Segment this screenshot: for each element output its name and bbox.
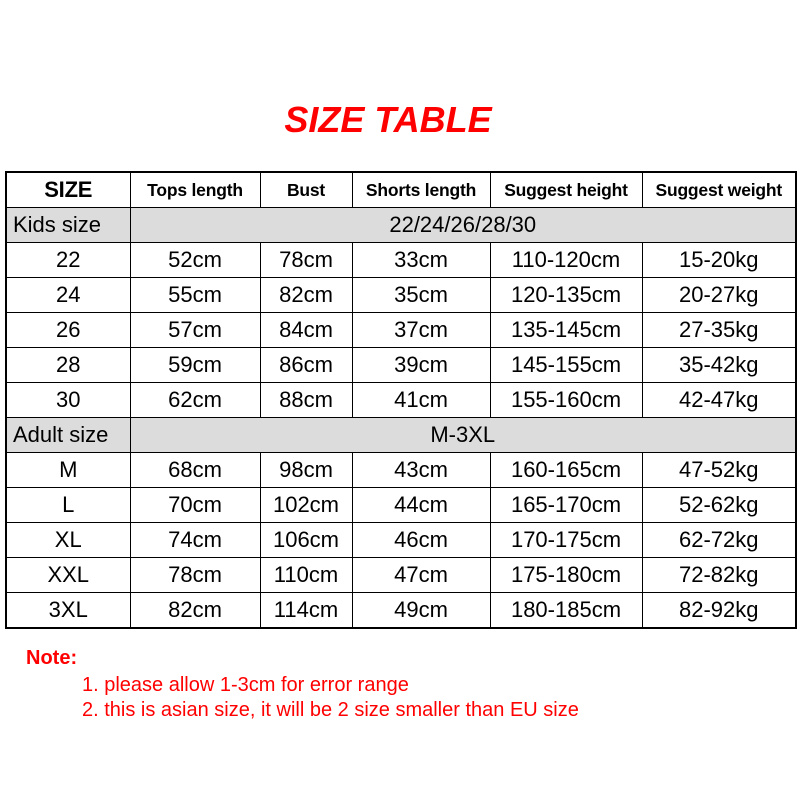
size-table (5, 171, 797, 629)
cell-bust: 82cm (260, 278, 352, 313)
header-size: SIZE (6, 172, 130, 208)
note-line: 1. please allow 1-3cm for error range (82, 674, 409, 696)
cell-tops-length: 74cm (130, 523, 260, 558)
adult-section-row (6, 418, 796, 453)
cell-tops-length: 55cm (130, 278, 260, 313)
cell-suggest-height: 165-170cm (490, 488, 642, 523)
cell-suggest-weight: 35-42kg (642, 348, 796, 383)
cell-shorts-length: 39cm (352, 348, 490, 383)
cell-shorts-length: 46cm (352, 523, 490, 558)
cell-suggest-weight: 82-92kg (642, 593, 796, 629)
kids-section-row (6, 208, 796, 243)
cell-shorts-length: 41cm (352, 383, 490, 418)
table-row (6, 383, 796, 418)
cell-size: L (6, 488, 130, 523)
table-row (6, 453, 796, 488)
cell-suggest-height: 170-175cm (490, 523, 642, 558)
table-row (6, 593, 796, 629)
table-header-row (6, 172, 796, 208)
table-row (6, 313, 796, 348)
cell-suggest-height: 180-185cm (490, 593, 642, 629)
cell-bust: 98cm (260, 453, 352, 488)
cell-bust: 86cm (260, 348, 352, 383)
cell-shorts-length: 35cm (352, 278, 490, 313)
table-row (6, 523, 796, 558)
cell-suggest-height: 145-155cm (490, 348, 642, 383)
cell-tops-length: 62cm (130, 383, 260, 418)
kids-section-label: Kids size (6, 208, 130, 243)
cell-suggest-height: 110-120cm (490, 243, 642, 278)
cell-shorts-length: 47cm (352, 558, 490, 593)
cell-suggest-weight: 27-35kg (642, 313, 796, 348)
header-suggest-height: Suggest height (490, 172, 642, 208)
kids-section-range: 22/24/26/28/30 (130, 208, 796, 243)
cell-suggest-weight: 62-72kg (642, 523, 796, 558)
cell-size: 3XL (6, 593, 130, 629)
cell-suggest-weight: 15-20kg (642, 243, 796, 278)
cell-tops-length: 57cm (130, 313, 260, 348)
cell-bust: 88cm (260, 383, 352, 418)
table-row (6, 488, 796, 523)
header-tops-length: Tops length (130, 172, 260, 208)
cell-tops-length: 82cm (130, 593, 260, 629)
table-row (6, 348, 796, 383)
cell-size: 30 (6, 383, 130, 418)
cell-tops-length: 70cm (130, 488, 260, 523)
cell-bust: 102cm (260, 488, 352, 523)
header-suggest-weight: Suggest weight (642, 172, 796, 208)
cell-size: XL (6, 523, 130, 558)
cell-suggest-height: 175-180cm (490, 558, 642, 593)
cell-shorts-length: 44cm (352, 488, 490, 523)
cell-tops-length: 52cm (130, 243, 260, 278)
cell-size: 28 (6, 348, 130, 383)
cell-size: 24 (6, 278, 130, 313)
cell-suggest-height: 135-145cm (490, 313, 642, 348)
page-title: SIZE TABLE (284, 99, 492, 140)
cell-size: XXL (6, 558, 130, 593)
adult-section-range: M-3XL (130, 418, 796, 453)
cell-suggest-weight: 42-47kg (642, 383, 796, 418)
cell-shorts-length: 33cm (352, 243, 490, 278)
cell-bust: 84cm (260, 313, 352, 348)
cell-tops-length: 68cm (130, 453, 260, 488)
adult-section-label: Adult size (6, 418, 130, 453)
cell-shorts-length: 49cm (352, 593, 490, 629)
cell-shorts-length: 43cm (352, 453, 490, 488)
cell-size: 22 (6, 243, 130, 278)
note-label: Note: (26, 647, 78, 669)
cell-tops-length: 59cm (130, 348, 260, 383)
cell-tops-length: 78cm (130, 558, 260, 593)
cell-suggest-height: 120-135cm (490, 278, 642, 313)
header-bust: Bust (260, 172, 352, 208)
cell-suggest-weight: 20-27kg (642, 278, 796, 313)
cell-suggest-height: 155-160cm (490, 383, 642, 418)
table-row (6, 558, 796, 593)
cell-bust: 106cm (260, 523, 352, 558)
cell-suggest-height: 160-165cm (490, 453, 642, 488)
cell-bust: 114cm (260, 593, 352, 629)
note-line: 2. this is asian size, it will be 2 size smaller than EU size (82, 699, 579, 721)
cell-size: M (6, 453, 130, 488)
cell-shorts-length: 37cm (352, 313, 490, 348)
cell-bust: 78cm (260, 243, 352, 278)
table-row (6, 278, 796, 313)
cell-suggest-weight: 47-52kg (642, 453, 796, 488)
table-row (6, 243, 796, 278)
header-shorts-length: Shorts length (352, 172, 490, 208)
cell-suggest-weight: 72-82kg (642, 558, 796, 593)
cell-size: 26 (6, 313, 130, 348)
cell-suggest-weight: 52-62kg (642, 488, 796, 523)
cell-bust: 110cm (260, 558, 352, 593)
